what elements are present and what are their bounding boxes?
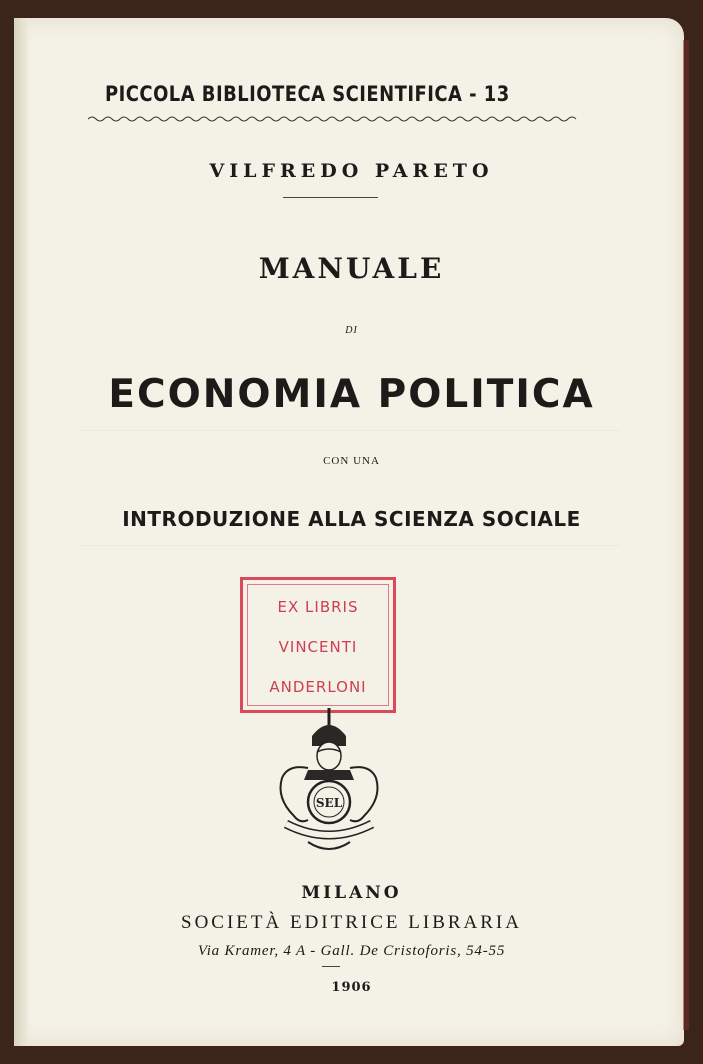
stamp-line: EX LIBRIS <box>277 598 359 616</box>
series-header: PICCOLA BIBLIOTECA SCIENTIFICA - 13 <box>105 82 510 106</box>
subtitle: INTRODUZIONE ALLA SCIENZA SOCIALE <box>122 507 581 531</box>
page-edge-shadow <box>683 40 689 1030</box>
title-connector-2: CON UNA <box>323 455 380 467</box>
stamp-line: VINCENTI <box>278 638 358 656</box>
title-line-2: ECONOMIA POLITICA <box>108 372 595 417</box>
divider <box>283 197 378 198</box>
bleed-through-line <box>80 430 620 431</box>
athena-helmet-emblem-icon <box>268 706 390 858</box>
author-name: VILFREDO PARETO <box>209 160 494 182</box>
bleed-through-line <box>80 545 620 546</box>
imprint-city: MILANO <box>301 883 402 903</box>
divider <box>322 966 340 967</box>
title-connector: DI <box>345 325 358 336</box>
ex-libris-stamp <box>240 577 396 713</box>
imprint-publisher: SOCIETÀ EDITRICE LIBRARIA <box>181 912 522 933</box>
imprint-year: 1906 <box>331 980 372 995</box>
imprint-address: Via Kramer, 4 A - Gall. De Cristoforis, 54-55 <box>197 943 506 959</box>
wavy-rule <box>88 114 578 124</box>
svg-text:SEL: SEL <box>315 796 343 810</box>
stamp-line: ANDERLONI <box>269 678 367 696</box>
title-line-1: MANUALE <box>258 252 445 285</box>
